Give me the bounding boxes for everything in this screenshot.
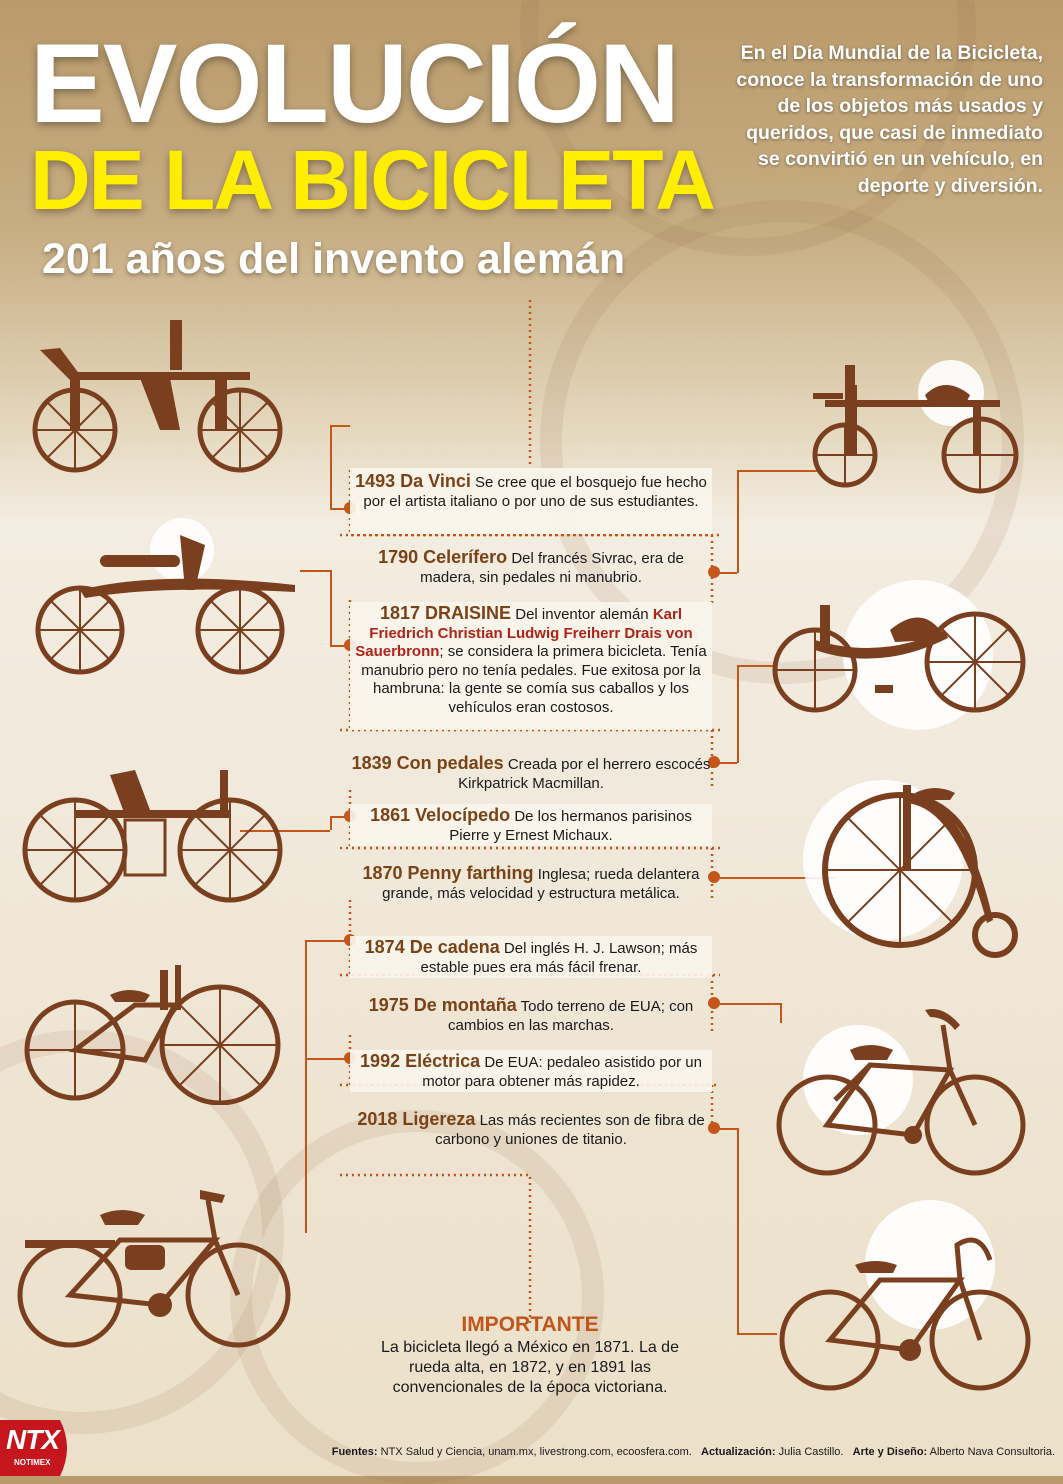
connector-line [330,425,332,508]
entry-text: De EUA: pedaleo asistido por un motor para obtener más rapidez. [422,1054,702,1090]
ntx-logo [6,1420,74,1472]
entry-year-name: 1870 Penny farthing [362,863,534,883]
entry-year-name: 1839 Con pedales [351,753,504,773]
connector-line [737,665,739,763]
entry-text: Del inventor alemán [515,606,649,623]
logo-sub-text: NOTIMEX [14,1458,51,1467]
bicycle-icon [20,320,290,480]
connector-line [330,570,332,646]
bicycle-icon [815,775,1030,960]
connector-line [330,425,350,427]
entry-text: ; se considera la primera bicicleta. Tenía manubrio pero no tenía pedales. Fue exitosa por la hambruna: la gente se comía sus caballos y los vehículos eran costosos. [361,643,707,716]
connector-line [737,1333,777,1335]
timeline-entry [350,1050,712,1092]
timeline-entry [350,752,712,793]
footer-design-label: Arte y Diseño: [852,1446,928,1458]
timeline-entry [350,546,712,587]
footer-update-label: Actualización: [701,1446,776,1458]
logo-main-text: NTX [6,1424,59,1455]
entry-year-name: 1992 Eléctrica [360,1051,481,1071]
bicycle-icon [30,530,305,680]
connector-line [330,816,332,830]
entry-year-name: 1790 Celerífero [378,547,508,567]
footer-credits [332,1446,1055,1458]
connector-line [737,470,739,573]
connector-line [305,940,307,1060]
bicycle-icon [805,355,1035,495]
entry-text: Las más recientes son de fibra de carbono y uniones de titanio. [435,1112,705,1148]
timeline-entry [350,994,712,1035]
entry-year-name: 1874 De cadena [364,937,500,957]
entry-text: De los hermanos parisinos Pierre y Ernest Michaux. [449,808,692,844]
entry-text: Se cree que el bosquejo fue hecho por el artista italiano o por uno de sus estudiantes. [363,474,707,510]
bicycle-icon [15,950,285,1105]
connector-line [737,1128,739,1333]
bicycle-icon [770,600,1030,720]
entry-year-name: 1493 Da Vinci [355,471,471,491]
entry-text: Todo terreno de EUA; con cambios en las marchas. [448,998,694,1034]
intro-text: En el Día Mundial de la Bicicleta, conoce la transformación de uno de los objetos más usados y queridos, que casi de inmediato se convirtió en un vehículo, en deporte y diversión. [736,42,1043,197]
timeline-entry [350,1108,712,1149]
important-text: La bicicleta llegó a México en 1871. La de rueda alta, en 1872, y en 1891 las convencionales de la época victoriana. [381,1339,679,1396]
subtitle: 201 años del invento alemán [42,235,626,283]
important-title: IMPORTANTE [461,1313,599,1336]
footer-update: Julia Castillo. [778,1446,844,1458]
entry-text: Del francés Sivrac, era de madera, sin pedales ni manubrio. [420,550,684,586]
entry-year-name: 1975 De montaña [368,995,517,1015]
entry-year-name: 2018 Ligereza [357,1109,476,1129]
footer-design: Alberto Nava Consultoria. [929,1446,1055,1458]
footer-sources-label: Fuentes: [331,1446,378,1458]
bicycle-icon [775,1005,1030,1180]
connector-line [305,1058,307,1233]
entry-text: Del inglés H. J. Lawson; más estable pues era más fácil frenar. [420,940,698,976]
timeline-entry [350,862,712,903]
entry-highlight: Karl Friedrich Christian Ludwig Freiherr Drais von Sauerbronn [355,606,693,661]
bicycle-icon [775,1225,1035,1395]
title-line-1: EVOLUCIÓN [30,21,678,146]
entry-year-name: 1861 Velocípedo [370,805,511,825]
entry-text: Creada por el herrero escocés Kirkpatrick Macmillan. [458,756,711,792]
entry-text: Inglesa; rueda delantera grande, más velocidad y estructura metálica. [382,866,700,902]
timeline-entry [350,602,712,730]
timeline-entry [350,468,712,534]
title-line-2: DE LA BICICLETA [30,133,714,227]
timeline-entry [350,804,712,846]
bicycle-icon [15,765,290,905]
entry-year-name: 1817 DRAISINE [380,603,512,623]
timeline-entry [350,936,712,978]
bicycle-icon [10,1185,300,1350]
connector-line [715,1003,780,1005]
footer-sources: NTX Salud y Ciencia, unam.mx, livestrong.com, ecoosfera.com. [380,1446,692,1458]
